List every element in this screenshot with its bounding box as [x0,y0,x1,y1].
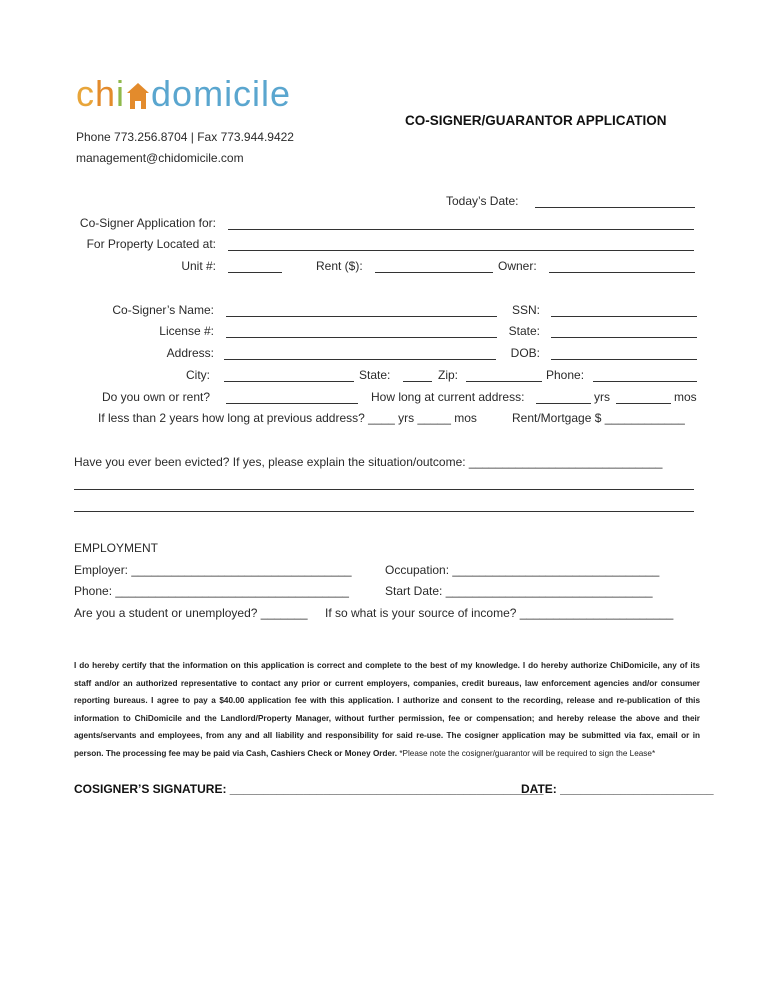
todays-date-field[interactable] [535,207,695,208]
address-label: Address: [166,346,214,360]
start-date-line[interactable]: Start Date: _______________________________ [385,584,653,598]
city-label: City: [186,368,210,382]
application-for-label: Co-Signer Application for: [79,216,216,230]
house-icon [126,76,150,106]
employer-line[interactable]: Employer: _________________________________ [74,563,352,577]
application-for-field[interactable] [228,229,694,230]
city-state-field[interactable] [403,381,432,382]
own-or-rent-label: Do you own or rent? [101,390,210,404]
unit-label: Unit #: [181,259,216,273]
phone-field[interactable] [593,381,697,382]
dob-label: DOB: [510,346,540,360]
logo-domicile: domicile [151,73,292,114]
yrs-label: yrs [594,390,610,404]
student-line[interactable]: Are you a student or unemployed? _______ [74,606,308,620]
logo-letter-h: h [95,73,117,114]
logo-letter-i: i [116,73,126,114]
how-long-label: How long at current address: [371,390,525,404]
own-or-rent-field[interactable] [226,403,358,404]
phone-fax: Phone 773.256.8704 | Fax 773.944.9422 [76,130,294,144]
email: management@chidomicile.com [76,151,244,165]
cosigner-name-field[interactable] [226,316,497,317]
evicted-explain-line-1[interactable] [74,489,694,490]
owner-label: Owner: [498,259,537,273]
zip-label: Zip: [438,368,459,382]
owner-field[interactable] [549,272,695,273]
todays-date-label: Today’s Date: [446,194,519,208]
how-long-mos-field[interactable] [616,403,671,404]
zip-field[interactable] [466,381,542,382]
legal-text: I do hereby certify that the information on this application is correct and complete to the best of my knowledge. I do hereby authorize ChiDomicile, any of its staff and/or an authorized representative to contact any prior or current employers, companies, credit bureaus, law enforcement agencies and/or consumer reporting bureaus. I agree to pay a $40.00 application fee with this application. I authorize and consent to the recording, release and re-publication of this information to ChiDomicile and the Landlord/Property Manager, without further permission, fee or compensation; and hereby release the above and their agents/servants and employees, from any and all liability and responsibility for said re-use. The cosigner application may be submitted via fax, email or in person. The processing fee may be paid via Cash, Cashiers Check or Money Order. [74,661,700,758]
how-long-yrs-field[interactable] [536,403,591,404]
occupation-line[interactable]: Occupation: _______________________________ [385,563,660,577]
employment-heading: EMPLOYMENT [74,541,159,555]
ssn-field[interactable] [551,316,697,317]
state-field[interactable] [551,337,697,338]
signature-date-line[interactable]: DATE: _______________________ [521,782,714,796]
evicted-question: Have you ever been evicted? If yes, please explain the situation/outcome: _____________________________ [74,455,663,469]
legal-note: *Please note the cosigner/guarantor will be required to sign the Lease* [399,748,656,758]
logo-chi [76,72,125,116]
form-title: CO-SIGNER/GUARANTOR APPLICATION [405,113,667,128]
income-line[interactable]: If so what is your source of income? _______________________ [325,606,674,620]
ssn-label: SSN: [511,303,540,317]
city-state-label: State: [359,368,391,382]
license-label: License #: [159,324,214,338]
employment-phone-line[interactable]: Phone: ___________________________________ [74,584,349,598]
phone-label: Phone: [546,368,585,382]
address-field[interactable] [224,359,496,360]
rent-field[interactable] [375,272,493,273]
property-located-label: For Property Located at: [86,237,216,251]
dob-field[interactable] [551,359,697,360]
property-located-field[interactable] [228,250,694,251]
legal-paragraph [74,657,700,763]
unit-field[interactable] [228,272,282,273]
cosigner-name-label: Co-Signer’s Name: [112,303,214,317]
evicted-explain-line-2[interactable] [74,511,694,512]
city-field[interactable] [224,381,354,382]
rent-mortgage-line: Rent/Mortgage $ ____________ [512,411,685,425]
mos-label: mos [674,390,697,404]
cosigner-signature-line[interactable]: COSIGNER’S SIGNATURE: _______________________________________________ [74,782,544,796]
rent-label: Rent ($): [316,259,363,273]
prev-address-line: If less than 2 years how long at previous address? ____ yrs _____ mos [98,411,477,425]
license-field[interactable] [226,337,497,338]
logo-letter-c: c [76,73,95,114]
company-logo [76,72,291,116]
state-label: State: [508,324,540,338]
